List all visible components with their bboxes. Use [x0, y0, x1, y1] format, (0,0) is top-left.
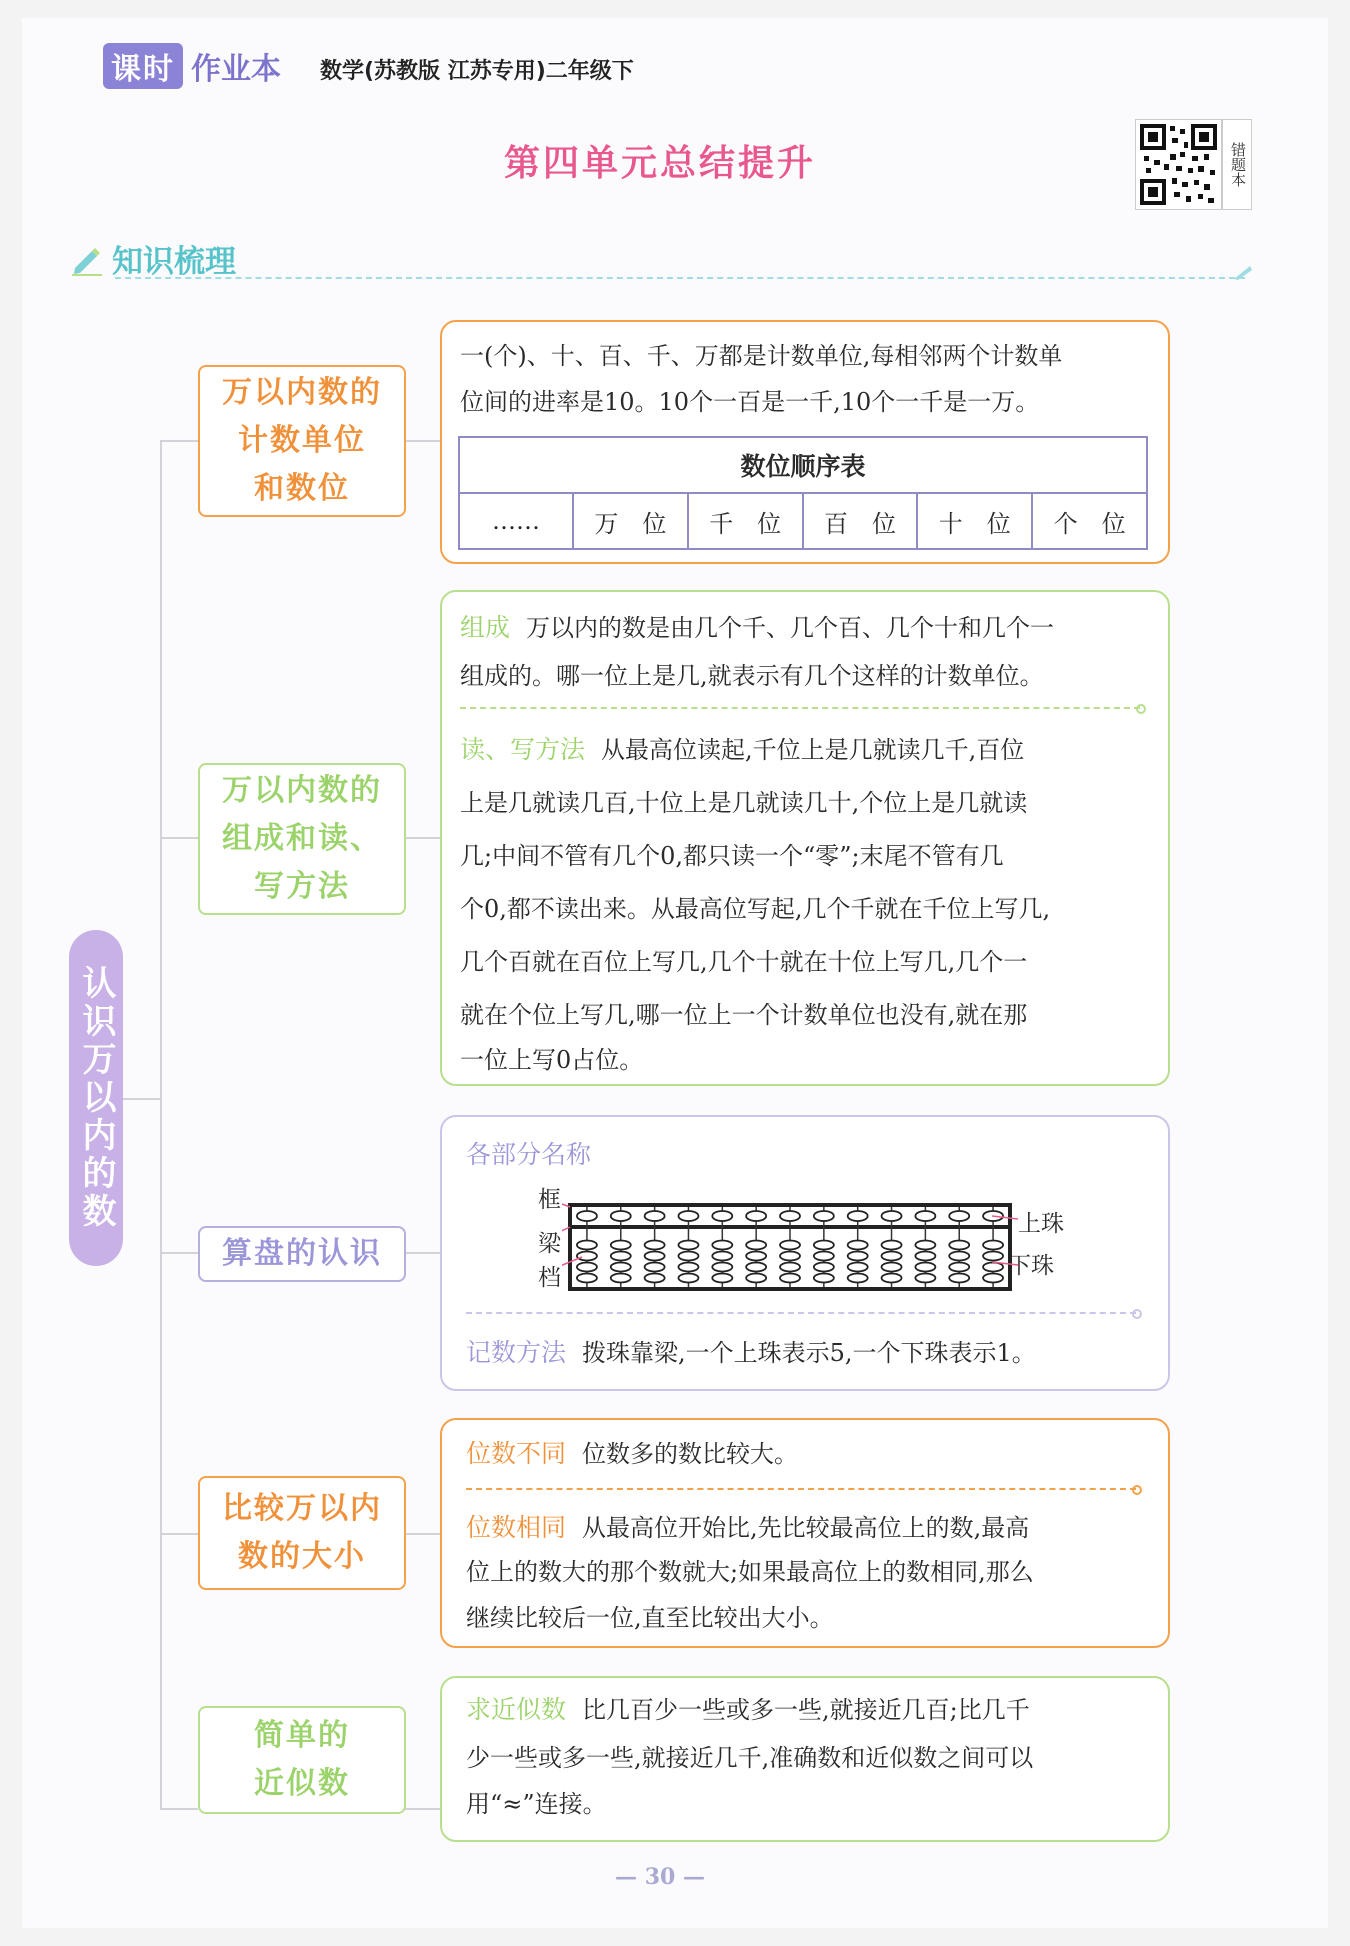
- approx-line: 少一些或多一些,就接近几千,准确数和近似数之间可以: [466, 1744, 1034, 1772]
- composition-box: [440, 590, 1170, 1086]
- keyword-composition: 组成: [460, 613, 511, 642]
- topic-line: 近似数: [254, 1766, 350, 1801]
- compare-box: [440, 1418, 1170, 1648]
- table-cell: 万 位: [573, 493, 688, 549]
- lower-bead: [712, 1241, 732, 1250]
- unit-title: 第四单元总结提升: [503, 143, 816, 184]
- lower-bead: [645, 1241, 665, 1250]
- pen-tip-icon: [1232, 262, 1254, 282]
- lower-bead: [780, 1263, 800, 1272]
- section-divider: [115, 277, 1245, 279]
- topic-line: 数的大小: [238, 1539, 366, 1574]
- upper-bead: [611, 1211, 631, 1221]
- upper-bead: [848, 1211, 868, 1221]
- pencil-icon: [70, 242, 104, 276]
- text-span: 位数多的数比较大。: [582, 1440, 799, 1468]
- branch-connector: [160, 1808, 198, 1810]
- text-span: 从最高位开始比,先比较最高位上的数,最高: [582, 1514, 1030, 1542]
- topic-line: 写方法: [254, 869, 350, 904]
- lower-bead: [611, 1274, 631, 1283]
- lower-bead: [915, 1241, 935, 1250]
- keyword-read-write: 读、写方法: [460, 735, 586, 764]
- leaf-connector: [402, 1808, 440, 1810]
- section-heading: [70, 236, 236, 281]
- lower-bead: [983, 1241, 1003, 1250]
- read-write-line: 个0,都不读出来。从最高位写起,几个千就在千位上写几,: [460, 895, 1051, 923]
- upper-bead: [577, 1211, 597, 1221]
- lower-bead: [882, 1241, 902, 1250]
- branch-connector: [160, 1533, 198, 1535]
- lower-bead: [577, 1252, 597, 1261]
- topic-line: 计数单位: [238, 423, 366, 458]
- text-span: 比几百少一些或多一些,就接近几百;比几千: [582, 1696, 1030, 1724]
- lower-bead: [645, 1274, 665, 1283]
- lower-bead: [746, 1241, 766, 1250]
- lower-bead: [814, 1252, 834, 1261]
- place-value-table: [458, 436, 1148, 550]
- leaf-connector: [402, 1252, 440, 1254]
- lower-bead: [746, 1274, 766, 1283]
- counting-method-line: [466, 1329, 1036, 1377]
- read-write-line: 几;中间不管有几个0,都只读一个“零”;末尾不管有几: [460, 842, 1004, 870]
- leaf-connector: [402, 1533, 440, 1535]
- lower-bead: [712, 1263, 732, 1272]
- topic-line: 万以内数的: [222, 375, 382, 410]
- lower-bead: [611, 1263, 631, 1272]
- lower-bead: [577, 1263, 597, 1272]
- approximation-box: [440, 1676, 1170, 1842]
- dashed-separator: [466, 1488, 1136, 1490]
- lower-bead: [983, 1263, 1003, 1272]
- lower-bead: [949, 1252, 969, 1261]
- lower-bead: [915, 1274, 935, 1283]
- topic-composition: [198, 763, 406, 915]
- lower-bead: [915, 1263, 935, 1272]
- abacus-illustration: [562, 1197, 1022, 1297]
- compare-line: [466, 1504, 1029, 1552]
- section-label: 知识梳理: [112, 244, 236, 280]
- lower-bead: [577, 1241, 597, 1250]
- keyword-different-digits: 位数不同: [466, 1439, 567, 1468]
- root-topic: 认识万以内的数: [69, 930, 123, 1266]
- lower-bead: [848, 1241, 868, 1250]
- compare-line: 位上的数大的那个数就大;如果最高位上的数相同,那么: [466, 1558, 1034, 1586]
- topic-line: 万以内数的: [222, 773, 382, 808]
- read-write-line: 上是几就读几百,十位上是几就读几十,个位上是几就读: [460, 789, 1028, 817]
- wrong-question-book-label: 错题本: [1222, 119, 1252, 210]
- lower-bead: [746, 1252, 766, 1261]
- upper-bead: [780, 1211, 800, 1221]
- upper-bead: [678, 1211, 698, 1221]
- lower-bead: [645, 1263, 665, 1272]
- keyword-approximation: 求近似数: [466, 1695, 567, 1724]
- lower-bead: [678, 1241, 698, 1250]
- units-text-line: 一(个)、十、百、千、万都是计数单位,每相邻两个计数单: [460, 342, 1063, 370]
- lower-bead: [780, 1274, 800, 1283]
- upper-bead: [712, 1211, 732, 1221]
- table-cell: 个 位: [1032, 493, 1147, 549]
- page-number: — 30 —: [615, 1864, 705, 1890]
- topic-counting-units: [198, 365, 406, 517]
- table-cell: 百 位: [803, 493, 918, 549]
- lower-bead: [848, 1274, 868, 1283]
- label-beam: 梁: [538, 1231, 561, 1257]
- topic-approximation: [198, 1706, 406, 1814]
- lower-bead: [814, 1263, 834, 1272]
- lower-bead: [645, 1252, 665, 1261]
- brand: [103, 46, 281, 86]
- lower-bead: [678, 1274, 698, 1283]
- read-write-line: [460, 726, 1024, 774]
- topic-line: 算盘的认识: [222, 1236, 382, 1271]
- lower-bead: [746, 1263, 766, 1272]
- dashed-separator: [460, 707, 1140, 709]
- book-title: 数学(苏教版 江苏专用)二年级下: [320, 59, 634, 84]
- label-lower-bead: 下珠: [1008, 1253, 1054, 1279]
- upper-bead: [746, 1211, 766, 1221]
- composition-line: [460, 604, 1054, 652]
- table-cell: 千 位: [688, 493, 803, 549]
- compare-line: 继续比较后一位,直至比较出大小。: [466, 1604, 834, 1632]
- lower-bead: [882, 1274, 902, 1283]
- topic-line: 简单的: [254, 1718, 350, 1753]
- label-rod: 档: [538, 1265, 561, 1291]
- label-frame: 框: [538, 1187, 561, 1213]
- lower-bead: [949, 1241, 969, 1250]
- abacus-box: [440, 1115, 1170, 1391]
- lower-bead: [983, 1274, 1003, 1283]
- brand-logo: 课时: [103, 43, 183, 89]
- lower-bead: [983, 1252, 1003, 1261]
- brand-name: 作业本: [191, 52, 281, 87]
- topic-compare: [198, 1476, 406, 1590]
- read-write-line: 就在个位上写几,哪一位上一个计数单位也没有,就在那: [460, 1001, 1028, 1029]
- branch-connector: [160, 837, 198, 839]
- upper-bead: [814, 1211, 834, 1221]
- lower-bead: [814, 1274, 834, 1283]
- topic-abacus: [198, 1226, 406, 1282]
- keyword-same-digits: 位数相同: [466, 1513, 567, 1542]
- topic-line: 组成和读、: [222, 821, 382, 856]
- text-span: 万以内的数是由几个千、几个百、几个十和几个一: [526, 614, 1055, 642]
- lower-bead: [780, 1252, 800, 1261]
- root-connector: [123, 1098, 162, 1100]
- keyword-counting-method: 记数方法: [466, 1338, 567, 1367]
- lower-bead: [611, 1252, 631, 1261]
- lower-bead: [848, 1252, 868, 1261]
- text-span: 拨珠靠梁,一个上珠表示5,一个下珠表示1。: [582, 1339, 1036, 1367]
- read-write-line: 一位上写0占位。: [460, 1046, 644, 1074]
- approx-line: [466, 1686, 1030, 1734]
- upper-bead: [915, 1211, 935, 1221]
- lower-bead: [678, 1252, 698, 1261]
- lower-bead: [611, 1241, 631, 1250]
- upper-bead: [645, 1211, 665, 1221]
- dashed-separator: [466, 1312, 1136, 1314]
- lower-bead: [915, 1252, 935, 1261]
- units-text-line: 位间的进率是10。10个一百是一千,10个一千是一万。: [460, 388, 1040, 416]
- keyword-part-names: 各部分名称: [466, 1140, 592, 1169]
- branch-connector: [160, 1252, 198, 1254]
- upper-bead: [882, 1211, 902, 1221]
- lower-bead: [814, 1241, 834, 1250]
- leaf-connector: [402, 440, 440, 442]
- tree-trunk: [160, 440, 162, 1808]
- lower-bead: [577, 1274, 597, 1283]
- lower-bead: [712, 1274, 732, 1283]
- compare-line: [466, 1430, 798, 1478]
- read-write-line: 几个百就在百位上写几,几个十就在十位上写几,几个一: [460, 948, 1028, 976]
- table-caption: 数位顺序表: [459, 437, 1147, 493]
- lower-bead: [678, 1263, 698, 1272]
- topic-line: 和数位: [254, 471, 350, 506]
- lower-bead: [780, 1241, 800, 1250]
- lower-bead: [949, 1274, 969, 1283]
- lower-bead: [882, 1263, 902, 1272]
- branch-connector: [160, 440, 198, 442]
- lower-bead: [712, 1252, 732, 1261]
- qr-code-icon[interactable]: [1135, 119, 1222, 210]
- label-upper-bead: 上珠: [1018, 1211, 1064, 1237]
- lower-bead: [848, 1263, 868, 1272]
- table-cell: ……: [459, 493, 573, 549]
- lower-bead: [949, 1263, 969, 1272]
- leaf-connector: [402, 837, 440, 839]
- topic-line: 比较万以内: [222, 1491, 382, 1526]
- lower-bead: [882, 1252, 902, 1261]
- upper-bead: [949, 1211, 969, 1221]
- composition-line: 组成的。哪一位上是几,就表示有几个这样的计数单位。: [460, 662, 1044, 690]
- approx-line: 用“≈”连接。: [466, 1790, 607, 1818]
- text-span: 从最高位读起,千位上是几就读几千,百位: [601, 736, 1025, 764]
- table-cell: 十 位: [917, 493, 1032, 549]
